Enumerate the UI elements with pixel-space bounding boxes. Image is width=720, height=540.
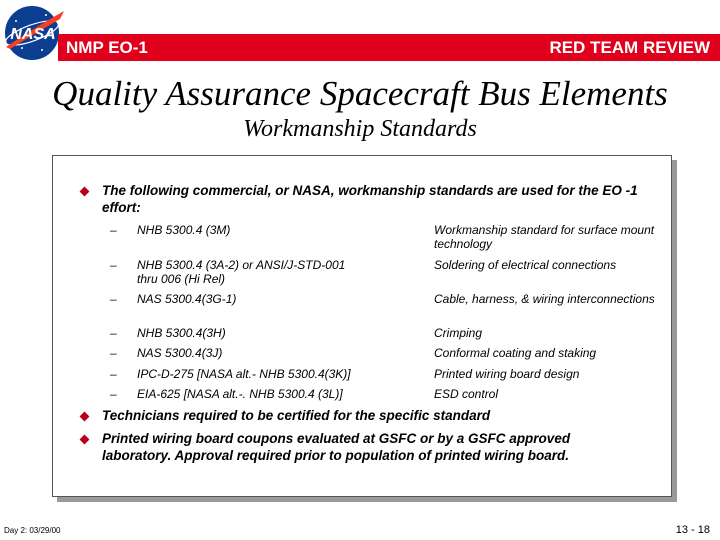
bullet-text: Printed wiring board coupons evaluated at GSFC or by a GSFC approved laboratory. Approval required prior to population of printed wiring board.: [102, 431, 571, 463]
standard-name: NHB 5300.4(3H): [137, 326, 226, 340]
standard-name: NAS 5300.4(3J): [137, 346, 223, 360]
standard-name: NHB 5300.4 (3A-2) or ANSI/J-STD-001 thru 006 (Hi Rel): [137, 258, 346, 286]
footer-date: Day 2: 03/29/00: [4, 526, 61, 535]
page-subtitle: Workmanship Standards: [243, 116, 477, 142]
standard-description: Cable, harness, & wiring interconnections: [434, 292, 655, 306]
bullet-text: Technicians required to be certified for the specific standard: [102, 408, 491, 423]
dash-marker: –: [110, 387, 117, 401]
standard-description: Conformal coating and staking: [434, 346, 597, 360]
nasa-logo-text: NASA: [10, 26, 56, 43]
standard-name: EIA-625 [NASA alt.-. NHB 5300.4 (3L)]: [137, 387, 343, 401]
standard-description: Printed wiring board design: [434, 367, 580, 381]
footer-page-number: 13 - 18: [675, 524, 710, 536]
dash-marker: –: [110, 326, 117, 340]
dash-marker: –: [110, 258, 117, 272]
dash-marker: –: [110, 292, 117, 306]
standard-name: NAS 5300.4(3G-1): [137, 292, 237, 306]
standard-name: IPC-D-275 [NASA alt.- NHB 5300.4(3K)]: [137, 367, 351, 381]
standard-description: Soldering of electrical connections: [434, 258, 617, 272]
page-title: Quality Assurance Spacecraft Bus Elements: [52, 74, 668, 113]
nasa-logo: [2, 3, 66, 61]
dash-marker: –: [110, 346, 117, 360]
standard-description: Crimping: [434, 326, 483, 340]
bullet-text: The following commercial, or NASA, workmanship standards are used for the EO -1 effort:: [102, 183, 638, 215]
header-project-label: NMP EO-1: [66, 38, 148, 57]
standard-description: Workmanship standard for surface mount technology: [434, 223, 655, 251]
dash-marker: –: [110, 367, 117, 381]
dash-marker: –: [110, 223, 117, 237]
standard-name: NHB 5300.4 (3M): [137, 223, 231, 237]
header-review-label: RED TEAM REVIEW: [549, 38, 710, 57]
standard-description: ESD control: [434, 387, 499, 401]
